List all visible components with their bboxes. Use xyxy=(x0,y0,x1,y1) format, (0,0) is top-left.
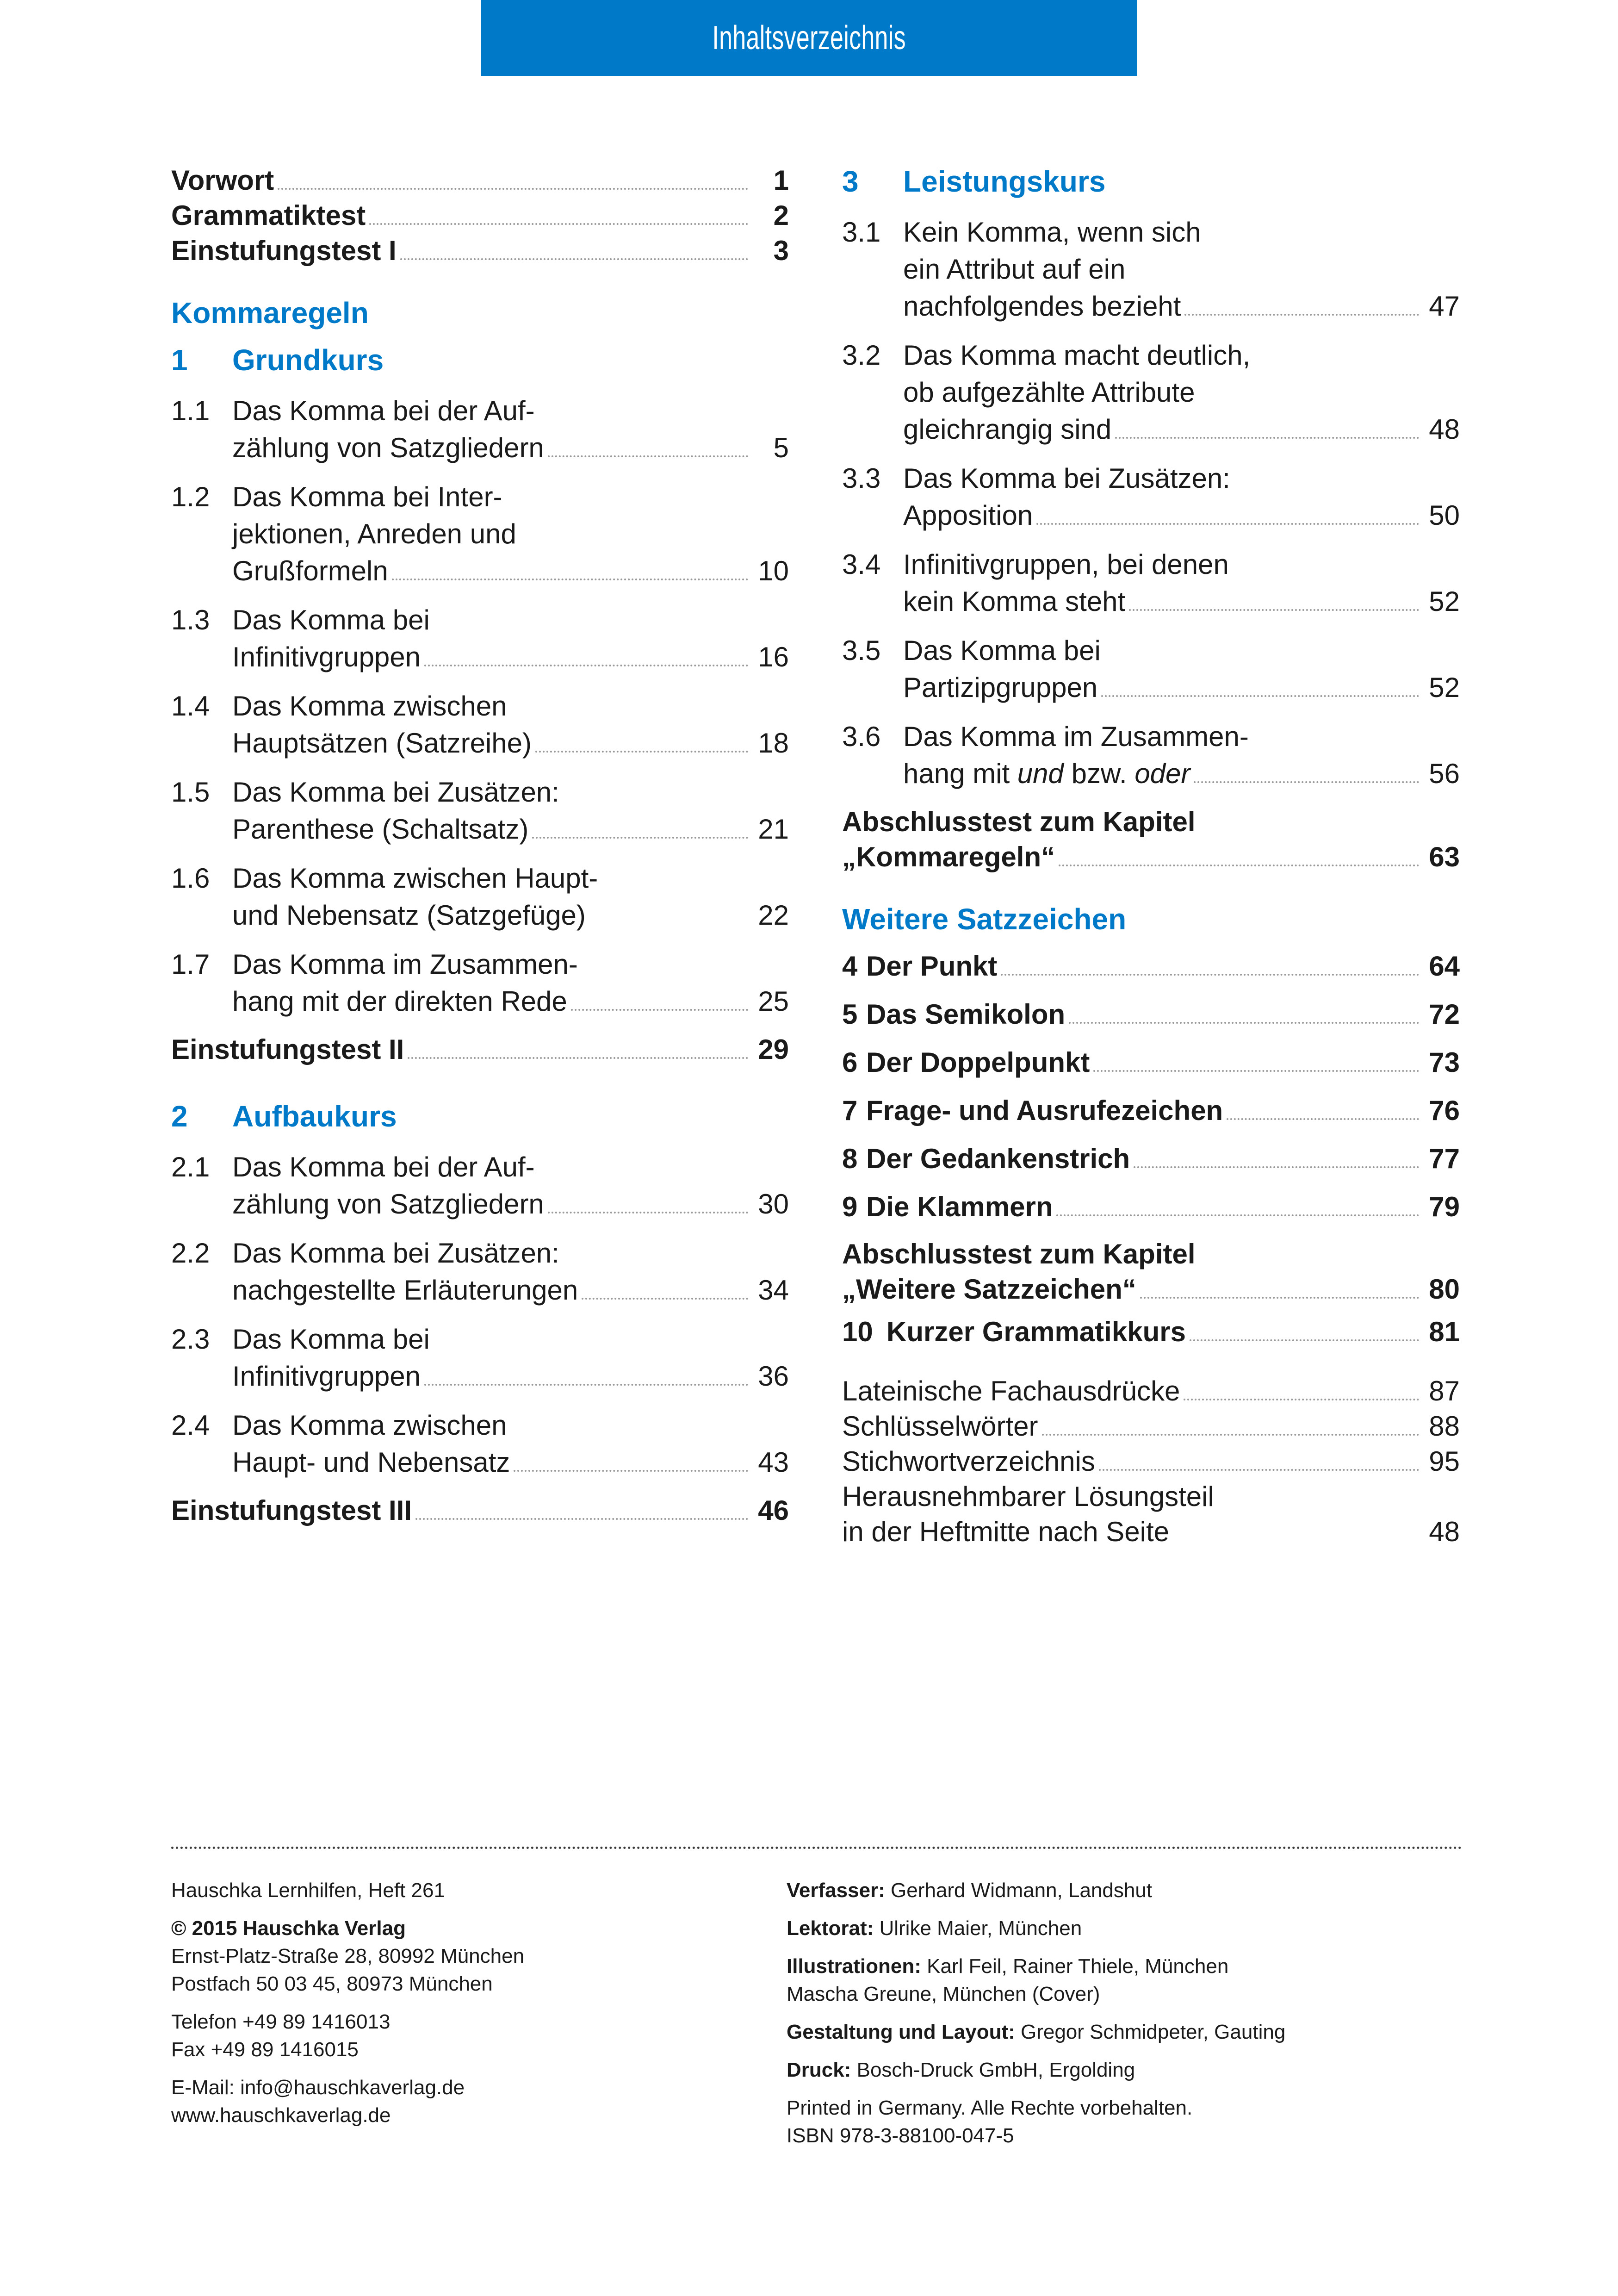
toc-entry-3-3[interactable] xyxy=(842,460,1460,534)
entry-page: 46 xyxy=(758,1495,789,1526)
entry-page: 29 xyxy=(758,1034,789,1065)
toc-right-column xyxy=(842,163,1460,1549)
line2-pre: hang mit xyxy=(903,758,1017,789)
entry-page: 63 xyxy=(1429,841,1460,872)
page-footer xyxy=(171,1877,1462,2150)
entry-label: Kurzer Grammatikkurs xyxy=(886,1316,1186,1347)
toc-entry-chapter-6[interactable] xyxy=(842,1044,1460,1081)
toc-entry-1-7[interactable] xyxy=(171,946,789,1020)
entry-page: 77 xyxy=(1429,1143,1460,1174)
footer-credits xyxy=(787,1877,1462,2150)
entry-number: 6 xyxy=(842,1047,858,1078)
dot-leader xyxy=(1190,1339,1419,1341)
entry-label-line2: Infinitivgruppen xyxy=(232,1361,421,1392)
toc-entry-3-5[interactable] xyxy=(842,632,1460,706)
entry-page: 52 xyxy=(1429,672,1460,703)
dot-leader xyxy=(1069,1022,1419,1024)
footer-gestaltung-key: Gestaltung und Layout: xyxy=(787,2021,1015,2043)
entry-label: Der Doppelpunkt xyxy=(866,1047,1090,1078)
toc-left-column xyxy=(171,163,789,1549)
toc-entry-1-3[interactable] xyxy=(171,602,789,676)
entry-label-line1: Das Komma zwischen xyxy=(232,1410,507,1441)
dot-leader xyxy=(1184,1399,1419,1400)
chapter-number: 1 xyxy=(171,343,188,377)
toc-entry-3-4[interactable] xyxy=(842,546,1460,620)
entry-label: Der Punkt xyxy=(866,951,998,982)
toc-entry-schluesselwoerter[interactable] xyxy=(842,1409,1460,1444)
entry-page: 36 xyxy=(758,1361,789,1392)
dot-leader xyxy=(1129,609,1419,611)
dot-leader xyxy=(514,1470,748,1472)
footer-fax: Fax +49 89 1416015 xyxy=(171,2038,359,2061)
footer-verfasser-value: Gerhard Widmann, Landshut xyxy=(885,1879,1153,1902)
entry-number: 3.4 xyxy=(842,549,881,580)
entry-page: 43 xyxy=(758,1447,789,1478)
toc-entry-3-1[interactable] xyxy=(842,214,1460,325)
entry-number: 1.7 xyxy=(171,949,210,980)
entry-label: Das Semikolon xyxy=(866,999,1066,1030)
dot-leader xyxy=(1184,314,1419,316)
toc-entry-1-5[interactable] xyxy=(171,774,789,848)
entry-label-line1: Das Komma bei xyxy=(232,604,430,635)
entry-label-line1: Das Komma im Zusammen- xyxy=(903,721,1249,752)
dot-leader xyxy=(582,1298,748,1300)
entry-number: 3.2 xyxy=(842,340,881,371)
entry-page: 88 xyxy=(1429,1411,1460,1442)
entry-label-line1: Herausnehmbarer Lösungsteil xyxy=(842,1481,1214,1512)
entry-page: 73 xyxy=(1429,1047,1460,1078)
entry-page: 76 xyxy=(1429,1095,1460,1126)
spacer xyxy=(171,1904,745,1915)
entry-label-line2: „Kommaregeln“ xyxy=(842,841,1055,872)
chapter-number: 3 xyxy=(842,165,859,198)
entry-page: 81 xyxy=(1429,1316,1460,1347)
entry-label-line2: hang mit der direkten Rede xyxy=(232,986,567,1017)
dot-leader xyxy=(1093,1070,1419,1072)
chapter-title: Grundkurs xyxy=(232,343,384,377)
entry-number: 1.3 xyxy=(171,604,210,635)
dot-leader xyxy=(1227,1118,1419,1120)
chapter-heading-3[interactable] xyxy=(842,163,1460,200)
entry-label-line3: nachfolgendes bezieht xyxy=(903,291,1181,322)
line2-mid: bzw. xyxy=(1063,758,1135,789)
entry-label-line2: zählung von Satzgliedern xyxy=(232,1188,544,1220)
entry-label-line2: ein Attribut auf ein xyxy=(903,254,1126,285)
entry-number: 2.1 xyxy=(171,1151,210,1182)
entry-page: 2 xyxy=(773,200,789,231)
footer-lektorat-value: Ulrike Maier, München xyxy=(874,1917,1082,1940)
toc-entry-abschlusstest-satzzeichen[interactable] xyxy=(842,1237,1460,1307)
footer-phone: Telefon +49 89 1416013 xyxy=(171,2010,391,2033)
entry-number: 1.2 xyxy=(171,481,210,512)
entry-page: 16 xyxy=(758,641,789,672)
toc-entry-2-1[interactable] xyxy=(171,1149,789,1223)
entry-page: 48 xyxy=(1429,414,1460,445)
entry-page: 22 xyxy=(758,900,789,931)
entry-number: 3.1 xyxy=(842,217,881,248)
dot-leader xyxy=(1115,437,1419,439)
footer-druck xyxy=(787,2056,1462,2084)
entry-label: Einstufungstest I xyxy=(171,235,397,266)
entry-label: Frage- und Ausrufezeichen xyxy=(866,1095,1223,1126)
entry-label-line2: jektionen, Anreden und xyxy=(232,518,516,549)
footer-address-street: Ernst-Platz-Straße 28, 80992 München xyxy=(171,1945,525,1967)
dot-leader xyxy=(1056,1214,1419,1216)
toc-entry-loesungsteil[interactable] xyxy=(842,1479,1460,1549)
toc-entry-einstufungstest-1[interactable] xyxy=(171,233,789,268)
entry-label-line2: nachgestellte Erläuterungen xyxy=(232,1275,578,1306)
entry-page: 64 xyxy=(1429,951,1460,982)
entry-number: 8 xyxy=(842,1143,858,1174)
chapter-heading-1[interactable] xyxy=(171,342,789,379)
entry-label: Die Klammern xyxy=(866,1191,1053,1222)
entry-label-line2: Partizipgruppen xyxy=(903,672,1098,703)
entry-label-line2: und Nebensatz (Satzgefüge) xyxy=(232,900,586,931)
entry-page: 87 xyxy=(1429,1375,1460,1406)
footer-publisher-info xyxy=(171,1877,745,2150)
entry-number: 7 xyxy=(842,1095,858,1126)
footer-illustrationen-key: Illustrationen: xyxy=(787,1955,921,1978)
entry-page: 18 xyxy=(758,728,789,759)
entry-page: 25 xyxy=(758,986,789,1017)
dot-leader xyxy=(571,1009,748,1011)
entry-number: 4 xyxy=(842,951,858,982)
entry-page: 50 xyxy=(1429,500,1460,531)
toc-entry-chapter-8[interactable] xyxy=(842,1140,1460,1177)
entry-number: 1.1 xyxy=(171,395,210,426)
entry-label-line1: Das Komma bei Zusätzen: xyxy=(903,463,1230,494)
entry-label: Einstufungstest II xyxy=(171,1034,404,1065)
footer-series: Hauschka Lernhilfen, Heft 261 xyxy=(171,1879,445,1902)
entry-label-line2: Infinitivgruppen xyxy=(232,641,421,672)
entry-label-line2: ob aufgezählte Attribute xyxy=(903,377,1195,408)
entry-label-line2: Hauptsätzen (Satzreihe) xyxy=(232,728,532,759)
dot-leader xyxy=(1099,1469,1419,1471)
entry-label-line2: Haupt- und Nebensatz xyxy=(232,1447,510,1478)
entry-page: 79 xyxy=(1429,1191,1460,1222)
entry-label-line2: in der Heftmitte nach Seite xyxy=(842,1516,1170,1547)
dot-leader xyxy=(1036,523,1419,525)
entry-label-line1: Das Komma bei der Auf- xyxy=(232,395,535,426)
toc-entry-einstufungstest-2[interactable] xyxy=(171,1032,789,1067)
dot-leader xyxy=(1134,1166,1419,1168)
footer-gestaltung-value: Gregor Schmidpeter, Gauting xyxy=(1015,2021,1286,2043)
footer-druck-value: Bosch-Druck GmbH, Ergolding xyxy=(851,2059,1135,2081)
entry-page: 56 xyxy=(1429,758,1460,789)
footer-verfasser xyxy=(787,1877,1462,1904)
entry-page: 95 xyxy=(1429,1446,1460,1477)
dot-leader xyxy=(369,223,748,225)
spacer xyxy=(787,1904,1462,1915)
entry-page: 1 xyxy=(773,165,789,196)
toc-entry-abschlusstest-kommaregeln[interactable] xyxy=(842,804,1460,875)
toc-entry-1-2[interactable] xyxy=(171,479,789,590)
entry-label-line1: Das Komma bei Inter- xyxy=(232,481,502,512)
entry-label-line3: gleichrangig sind xyxy=(903,414,1112,445)
toc-entry-lateinische-fachausdruecke[interactable] xyxy=(842,1374,1460,1409)
entry-page: 30 xyxy=(758,1188,789,1220)
entry-label: Grammatiktest xyxy=(171,200,366,231)
dot-leader xyxy=(415,1518,748,1520)
entry-label-line2: Parenthese (Schaltsatz) xyxy=(232,814,529,845)
entry-number: 1.6 xyxy=(171,863,210,894)
entry-label-line2: Apposition xyxy=(903,500,1033,531)
entry-label-line1: Kein Komma, wenn sich xyxy=(903,217,1201,248)
entry-label-line2: „Weitere Satzzeichen“ xyxy=(842,1274,1136,1305)
entry-label-line1: Das Komma bei xyxy=(903,635,1101,666)
entry-label-line1: Das Komma bei Zusätzen: xyxy=(232,1238,559,1269)
spacer xyxy=(787,2008,1462,2018)
keyword-oder: oder xyxy=(1134,758,1190,789)
entry-label: Einstufungstest III xyxy=(171,1495,412,1526)
entry-label: Stichwortverzeichnis xyxy=(842,1446,1095,1477)
entry-label: Der Gedankenstrich xyxy=(866,1143,1130,1174)
toc-entry-chapter-4[interactable] xyxy=(842,948,1460,985)
dot-leader xyxy=(424,1384,748,1386)
chapter-title: Aufbaukurs xyxy=(232,1100,397,1133)
entry-number: 2.4 xyxy=(171,1410,210,1441)
entry-page: 5 xyxy=(773,432,789,463)
toc-entry-2-4[interactable] xyxy=(171,1407,789,1481)
footer-printed: Printed in Germany. Alle Rechte vorbehalten. xyxy=(787,2097,1193,2119)
entry-label-line1: Das Komma bei xyxy=(232,1324,430,1355)
entry-label-line1: Das Komma macht deutlich, xyxy=(903,340,1251,371)
entry-number: 3.3 xyxy=(842,463,881,494)
footer-gestaltung xyxy=(787,2018,1462,2046)
footer-address-postbox: Postfach 50 03 45, 80973 München xyxy=(171,1972,493,1995)
toc-entry-2-2[interactable] xyxy=(171,1235,789,1309)
entry-number: 5 xyxy=(842,999,858,1030)
footer-druck-key: Druck: xyxy=(787,2059,851,2081)
entry-number: 2.2 xyxy=(171,1238,210,1269)
entry-number: 1.4 xyxy=(171,691,210,722)
entry-label-line2 xyxy=(903,755,1190,792)
entry-page: 72 xyxy=(1429,999,1460,1030)
dot-leader xyxy=(1194,781,1419,783)
entry-page: 21 xyxy=(758,814,789,845)
toc-columns xyxy=(171,163,1462,1549)
dot-leader xyxy=(535,751,748,753)
entry-page: 52 xyxy=(1429,586,1460,617)
entry-page: 10 xyxy=(758,555,789,586)
entry-page: 48 xyxy=(1429,1516,1460,1547)
entry-number: 2.3 xyxy=(171,1324,210,1355)
entry-number: 1.5 xyxy=(171,777,210,808)
toc-entry-3-6[interactable] xyxy=(842,718,1460,792)
toc-entry-einstufungstest-3[interactable] xyxy=(171,1493,789,1528)
entry-number: 10 xyxy=(842,1316,873,1347)
toc-entry-1-4[interactable] xyxy=(171,688,789,762)
toc-entry-3-2[interactable] xyxy=(842,337,1460,448)
dot-leader xyxy=(1042,1434,1420,1436)
spacer xyxy=(842,1362,1460,1374)
entry-label-line1: Abschlusstest zum Kapitel xyxy=(842,806,1196,837)
spacer xyxy=(171,1998,745,2008)
toc-entry-vorwort[interactable] xyxy=(171,163,789,198)
keyword-und: und xyxy=(1017,758,1064,789)
entry-page: 34 xyxy=(758,1275,789,1306)
toc-entry-chapter-7[interactable] xyxy=(842,1092,1460,1129)
dot-leader xyxy=(278,188,748,190)
footer-email[interactable]: E-Mail: info@hauschkaverlag.de xyxy=(171,2076,465,2099)
dot-leader xyxy=(424,665,748,666)
spacer xyxy=(787,2046,1462,2056)
dot-leader xyxy=(400,258,748,260)
entry-label-line1: Das Komma zwischen Haupt- xyxy=(232,863,598,894)
footer-website[interactable]: www.hauschkaverlag.de xyxy=(171,2104,391,2127)
entry-label-line1: Das Komma im Zusammen- xyxy=(232,949,578,980)
page-title: Inhaltsverzeichnis xyxy=(712,19,906,56)
section-heading-weitere-satzzeichen: Weitere Satzzeichen xyxy=(842,902,1127,936)
footer-verfasser-key: Verfasser: xyxy=(787,1879,885,1902)
entry-label-line1: Das Komma zwischen xyxy=(232,691,507,722)
dot-leader xyxy=(1059,865,1419,866)
entry-label-line2: zählung von Satzgliedern xyxy=(232,432,544,463)
entry-number: 3.6 xyxy=(842,721,881,752)
dot-leader xyxy=(1001,974,1419,976)
spacer xyxy=(787,2084,1462,2094)
toc-entry-1-6[interactable] xyxy=(171,860,789,934)
entry-page: 3 xyxy=(773,235,789,266)
entry-label-line1: Das Komma bei Zusätzen: xyxy=(232,777,559,808)
dot-leader xyxy=(408,1057,748,1059)
entry-label-line1: Das Komma bei der Auf- xyxy=(232,1151,535,1182)
toc-entry-1-1[interactable] xyxy=(171,392,789,467)
chapter-number: 2 xyxy=(171,1100,188,1133)
chapter-title: Leistungskurs xyxy=(903,165,1106,198)
footer-divider xyxy=(171,1847,1462,1849)
entry-label-line2: kein Komma steht xyxy=(903,586,1126,617)
dot-leader xyxy=(1101,695,1419,697)
dot-leader xyxy=(548,1212,748,1213)
entry-label: Vorwort xyxy=(171,165,274,196)
footer-illustrationen-value: Karl Feil, Rainer Thiele, München xyxy=(921,1955,1229,1978)
toc-entry-chapter-9[interactable] xyxy=(842,1188,1460,1226)
toc-entry-chapter-5[interactable] xyxy=(842,996,1460,1033)
dot-leader xyxy=(392,579,748,580)
entry-number: 9 xyxy=(842,1191,858,1222)
entry-label-line3: Grußformeln xyxy=(232,555,388,586)
dot-leader xyxy=(532,837,748,839)
footer-lektorat-key: Lektorat: xyxy=(787,1917,874,1940)
toc-entry-grammatiktest[interactable] xyxy=(171,198,789,233)
footer-lektorat xyxy=(787,1915,1462,1942)
entry-page: 47 xyxy=(1429,291,1460,322)
footer-illustrationen xyxy=(787,1953,1462,1980)
toc-entry-2-3[interactable] xyxy=(171,1321,789,1395)
dot-leader xyxy=(548,455,748,457)
toc-entry-chapter-10[interactable] xyxy=(842,1313,1460,1350)
entry-label: Schlüsselwörter xyxy=(842,1411,1038,1442)
section-heading-kommaregeln: Kommaregeln xyxy=(171,296,369,330)
entry-page: 80 xyxy=(1429,1274,1460,1305)
entry-number: 3.5 xyxy=(842,635,881,666)
footer-isbn: ISBN 978-3-88100-047-5 xyxy=(787,2124,1014,2147)
entry-label-line1: Abschlusstest zum Kapitel xyxy=(842,1238,1196,1269)
dot-leader xyxy=(1140,1297,1419,1299)
footer-copyright: © 2015 Hauschka Verlag xyxy=(171,1917,406,1940)
toc-entry-stichwortverzeichnis[interactable] xyxy=(842,1444,1460,1479)
spacer xyxy=(171,2064,745,2074)
page-header-banner xyxy=(481,0,1137,76)
entry-label-line1: Infinitivgruppen, bei denen xyxy=(903,549,1229,580)
spacer xyxy=(787,1942,1462,1953)
footer-illustrationen-line2: Mascha Greune, München (Cover) xyxy=(787,1983,1100,2005)
chapter-heading-2[interactable] xyxy=(171,1098,789,1135)
entry-label: Lateinische Fachausdrücke xyxy=(842,1375,1180,1406)
